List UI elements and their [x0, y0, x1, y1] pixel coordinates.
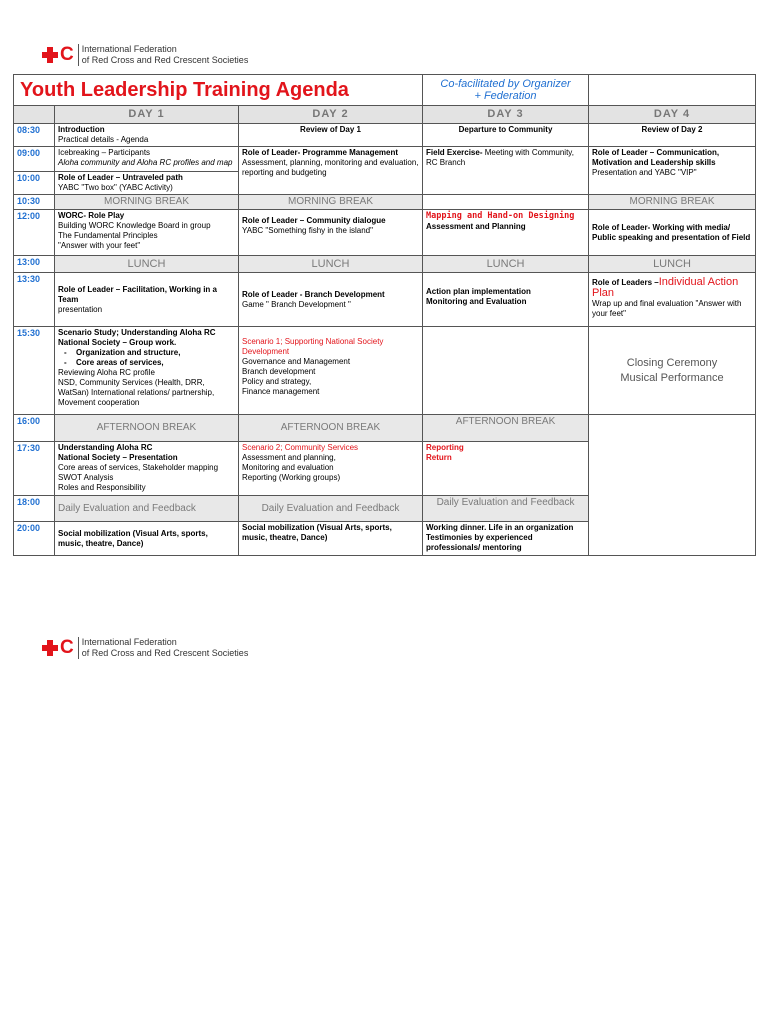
- day1-2000: [55, 522, 239, 556]
- day-1-header: DAY 1: [55, 106, 239, 124]
- day2-0900: [239, 147, 423, 195]
- session-title: Role of Leaders –: [592, 278, 659, 287]
- session-detail: Presentation and YABC "VIP": [592, 168, 697, 177]
- session-detail: WatSan) International relations/ partnership,: [58, 388, 215, 397]
- day1-0900: [55, 147, 239, 172]
- session-title-2: National Society – Group work.: [58, 338, 177, 347]
- session-title: Role of Leader - Branch Development: [242, 289, 385, 299]
- session-title: Social mobilization (Visual Arts, sports, music, theatre, Dance): [242, 523, 392, 542]
- time-1330: 13:30: [14, 273, 55, 327]
- session-title: Reporting: [426, 443, 464, 452]
- session-title: Scenario Study; Understanding Aloha RC: [58, 328, 216, 337]
- day4-lunch: LUNCH: [589, 256, 756, 273]
- time-1530: 15:30: [14, 327, 55, 415]
- day4-1330: [589, 273, 756, 327]
- day4-0830: Review of Day 2: [589, 124, 756, 147]
- session-title: Action plan implementation: [426, 287, 531, 296]
- session-detail: Movement cooperation: [58, 398, 140, 407]
- row-1300: [14, 256, 756, 273]
- day1-evaluation: Daily Evaluation and Feedback: [55, 496, 239, 522]
- day-4-header: DAY 4: [589, 106, 756, 124]
- time-0900: 09:00: [14, 147, 55, 172]
- session-title: Scenario 2; Community Services: [242, 443, 359, 452]
- row-1330: [14, 273, 756, 327]
- session-detail: Finance management: [242, 387, 320, 396]
- row-0900: [14, 147, 756, 172]
- time-1000: 10:00: [14, 172, 55, 195]
- session-detail: Assessment and planning,: [242, 453, 336, 462]
- session-detail: Wrap up and final evaluation "Answer with your feet": [592, 299, 742, 318]
- session-detail: Roles and Responsibility: [58, 483, 146, 492]
- header-logo: [42, 44, 248, 66]
- day-3-header: DAY 3: [423, 106, 589, 124]
- day2-1530: [239, 327, 423, 415]
- cofacilitated-line2: + Federation: [474, 90, 537, 102]
- session-bullets: [58, 348, 235, 368]
- day4-1200: [589, 210, 756, 256]
- musical-performance: Musical Performance: [620, 371, 724, 384]
- row-1600: [14, 415, 756, 442]
- title-row: [14, 75, 756, 106]
- time-1730: 17:30: [14, 442, 55, 496]
- day2-morning-break: MORNING BREAK: [239, 195, 423, 210]
- cofacilitated-line1: Co-facilitated by Organizer: [440, 78, 571, 90]
- session-title: Role of Leader – Community dialogue: [242, 216, 386, 225]
- time-header-empty: [14, 106, 55, 124]
- day1-0830: [55, 124, 239, 147]
- bullet-item: - Core areas of services,: [76, 358, 235, 368]
- day2-0830: Review of Day 1: [239, 124, 423, 147]
- day-2-header: DAY 2: [239, 106, 423, 124]
- time-1030: 10:30: [14, 195, 55, 210]
- session-detail: "Answer with your feet": [58, 241, 141, 250]
- session-detail: The Fundamental Principles: [58, 231, 158, 240]
- empty-cell: [589, 75, 756, 106]
- time-1300: 13:00: [14, 256, 55, 273]
- day3-evaluation: Daily Evaluation and Feedback: [423, 496, 589, 522]
- day2-afternoon-break: AFTERNOON BREAK: [239, 415, 423, 442]
- red-cross-icon: [42, 640, 58, 656]
- day1-1730: [55, 442, 239, 496]
- session-detail: Policy and strategy,: [242, 377, 312, 386]
- red-cross-red-crescent-emblem: [42, 637, 74, 658]
- day3-1730: [423, 442, 589, 496]
- session-detail: Governance and Management: [242, 357, 351, 366]
- day4-evening-empty: [589, 415, 756, 556]
- session-detail: Monitoring and Evaluation: [426, 297, 527, 306]
- day1-1200: [55, 210, 239, 256]
- agenda-table: [13, 74, 756, 556]
- session-title: Role of Leader – Communication, Motivation and Leadership skills: [592, 148, 720, 167]
- day3-1530-empty: [423, 327, 589, 415]
- session-title: Introduction: [58, 125, 105, 134]
- bullet-item: - Organization and structure,: [76, 348, 235, 358]
- individual-action-plan: Individual Action Plan: [592, 276, 739, 299]
- session-title: Role of Leader – Facilitation, Working in a Team: [58, 284, 217, 304]
- day1-1000: [55, 172, 239, 195]
- org-name-line1: International Federation: [81, 44, 177, 54]
- session-title-2: National Society – Presentation: [58, 453, 178, 462]
- cofacilitated-note: [423, 75, 589, 106]
- org-name-line2: of Red Cross and Red Crescent Societies: [81, 55, 249, 65]
- org-name-line1: International Federation: [81, 637, 177, 647]
- session-title: Field Exercise-: [426, 148, 483, 157]
- day2-evaluation: Daily Evaluation and Feedback: [239, 496, 423, 522]
- session-detail: Aloha community and Aloha RC profiles and map: [58, 158, 233, 167]
- time-0830: 08:30: [14, 124, 55, 147]
- day3-afternoon-break: AFTERNOON BREAK: [423, 415, 589, 442]
- red-cross-icon: [42, 47, 58, 63]
- day3-1030-empty: [423, 195, 589, 210]
- session-detail: presentation: [58, 304, 103, 314]
- day3-1200: [423, 210, 589, 256]
- day3-1330: [423, 273, 589, 327]
- session-detail: NSD, Community Services (Health, DRR,: [58, 378, 205, 387]
- day2-2000: [239, 522, 423, 556]
- day1-morning-break: MORNING BREAK: [55, 195, 239, 210]
- org-name-line2: of Red Cross and Red Crescent Societies: [81, 648, 249, 658]
- session-detail: YABC "Something fishy in the island": [242, 226, 373, 235]
- day2-1330: [239, 273, 423, 327]
- day1-1330: [55, 273, 239, 327]
- session-detail: Core areas of services, Stakeholder mapping: [58, 463, 219, 472]
- session-detail: Reporting (Working groups): [242, 473, 341, 482]
- day4-0900: [589, 147, 756, 195]
- day3-2000: [423, 522, 589, 556]
- session-detail: Reviewing Aloha RC profile: [58, 368, 155, 377]
- day3-0830: Departure to Community: [423, 124, 589, 147]
- session-detail: YABC "Two box" (YABC Activity): [58, 183, 173, 192]
- session-detail: Monitoring and evaluation: [242, 463, 334, 472]
- session-detail: SWOT Analysis: [58, 473, 114, 482]
- closing-ceremony: Closing Ceremony: [626, 356, 718, 369]
- time-1600: 16:00: [14, 415, 55, 442]
- session-title: Role of Leader – Untraveled path: [58, 173, 183, 182]
- footer-logo: [42, 637, 248, 659]
- day4-morning-break: MORNING BREAK: [589, 195, 756, 210]
- day4-closing: [589, 327, 756, 415]
- session-detail: Assessment and Planning: [426, 222, 526, 231]
- day2-1730: [239, 442, 423, 496]
- day2-lunch: LUNCH: [239, 256, 423, 273]
- row-1030: [14, 195, 756, 210]
- session-title: Scenario 1; Supporting National Society Development: [242, 337, 384, 356]
- red-crescent-icon: C: [60, 637, 74, 658]
- session-detail: Building WORC Knowledge Board in group: [58, 221, 211, 230]
- row-1200: [14, 210, 756, 256]
- session-title: WORC- Role Play: [58, 211, 125, 220]
- day1-1530: [55, 327, 239, 415]
- session-detail: Branch development: [242, 367, 316, 376]
- agenda-title: Youth Leadership Training Agenda: [14, 75, 423, 106]
- session-title: Understanding Aloha RC: [58, 443, 153, 452]
- session-detail: Return: [426, 453, 452, 462]
- session-detail: Meeting with Community, RC Branch: [426, 148, 574, 167]
- red-crescent-icon: C: [60, 44, 74, 65]
- time-2000: 20:00: [14, 522, 55, 556]
- session-detail: Assessment, planning, monitoring and evaluation, reporting and budgeting: [242, 158, 419, 177]
- day3-0900: [423, 147, 589, 195]
- session-title: Role of Leader- Working with media/ Public speaking and presentation of Field: [592, 222, 751, 242]
- session-title: Role of Leader- Programme Management: [242, 148, 399, 157]
- session-detail: Game " Branch Development ": [242, 299, 351, 309]
- session-title: Mapping and Hand-on Designing: [426, 211, 575, 221]
- row-1530: [14, 327, 756, 415]
- day-header-row: [14, 106, 756, 124]
- time-1200: 12:00: [14, 210, 55, 256]
- session-title: Social mobilization (Visual Arts, sports, music, theatre, Dance): [58, 528, 208, 548]
- session-title: Working dinner. Life in an organization Testimonies by experienced professionals/ mentoring: [426, 523, 574, 552]
- session-title: Icebreaking – Participants: [58, 148, 151, 157]
- red-cross-red-crescent-emblem: [42, 44, 74, 65]
- organization-name: [78, 637, 249, 659]
- day3-lunch: LUNCH: [423, 256, 589, 273]
- session-detail: Practical details - Agenda: [58, 135, 149, 144]
- day2-1200: [239, 210, 423, 256]
- time-1800: 18:00: [14, 496, 55, 522]
- organization-name: [78, 44, 249, 66]
- day1-afternoon-break: AFTERNOON BREAK: [55, 415, 239, 442]
- day1-lunch: LUNCH: [55, 256, 239, 273]
- row-0830: [14, 124, 756, 147]
